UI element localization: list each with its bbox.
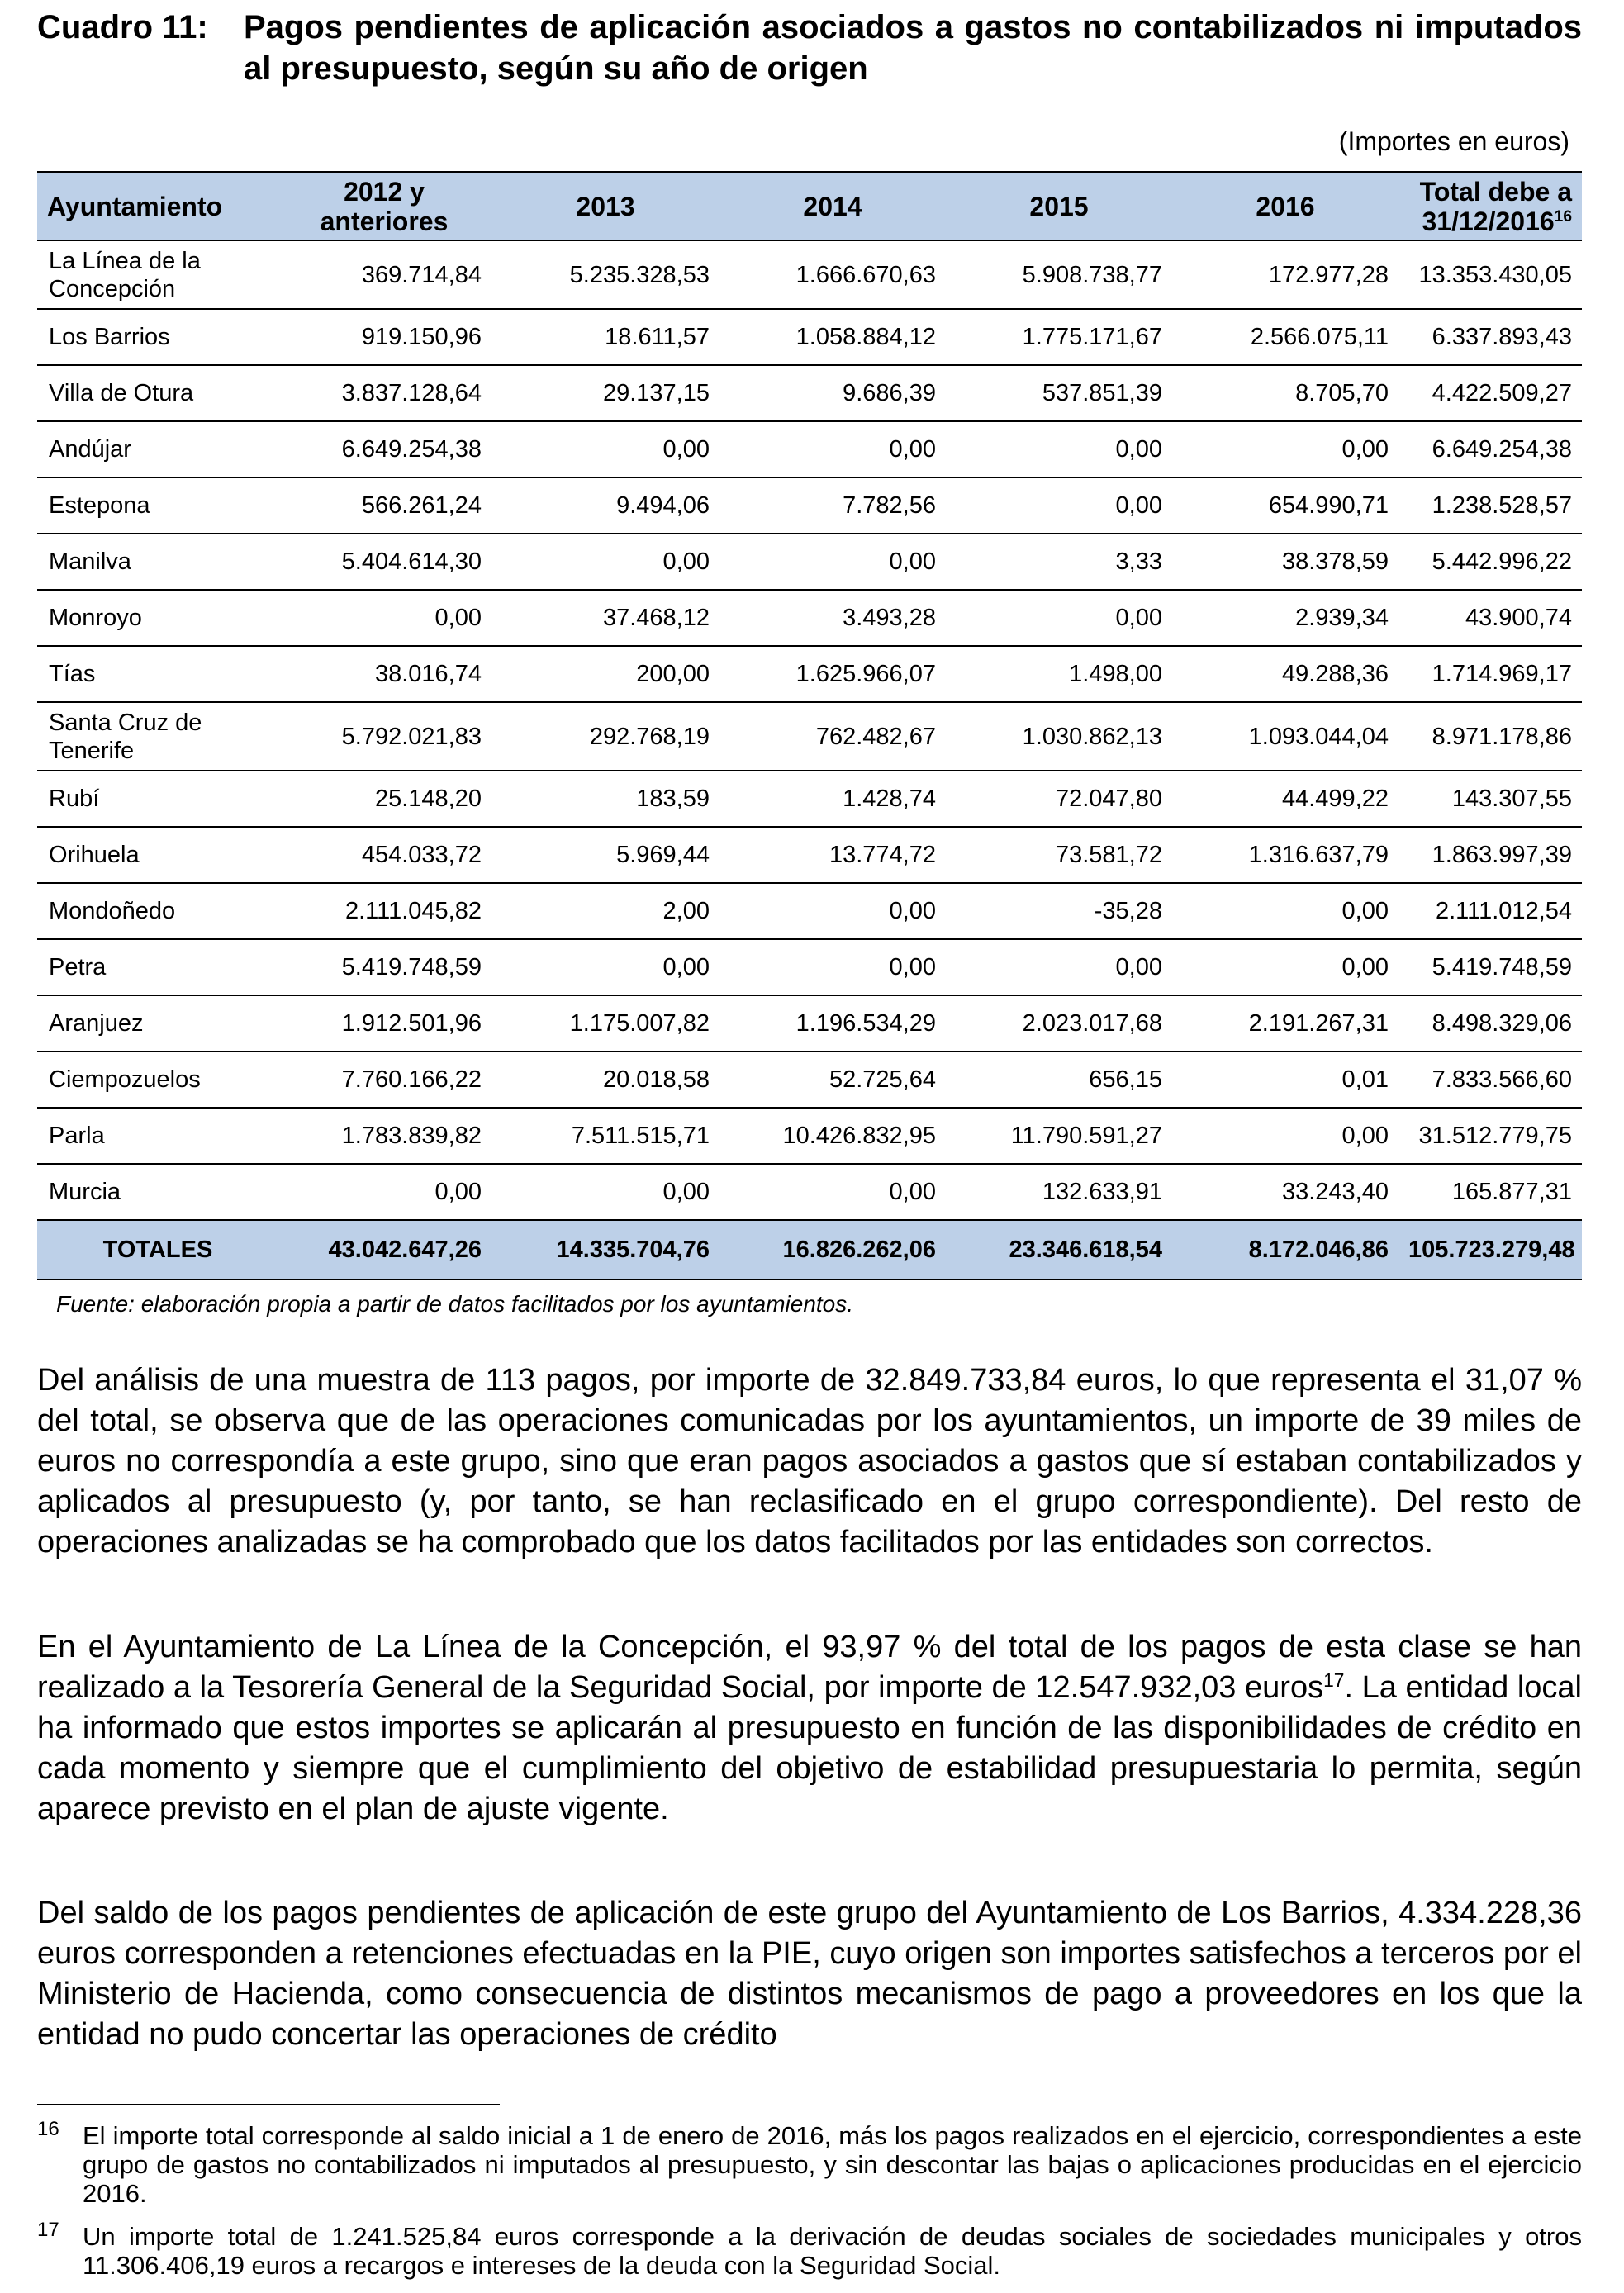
ayuntamiento-name: TOTALES [37, 1220, 277, 1279]
paragraph-1: Del análisis de una muestra de 113 pagos, por importe de 32.849.733,84 euros, lo que representa el 31,07 % del total, se observa que de las operaciones comunicadas por los ayuntamientos, un importe de 39 miles de euros no correspondía a este grupo, sino que eran pagos asociados a gastos que sí estaban contabilizados y aplicados al presupuesto (y, por tanto, se han reclasificado en el grupo correspondiente). Del resto de operaciones analizadas se ha comprobado que los datos facilitados por las entidades son correctos. [37, 1363, 1582, 1560]
amount-cell: 3.837.128,64 [277, 365, 491, 421]
ayuntamiento-name: Los Barrios [37, 309, 277, 365]
amount-cell: 292.768,19 [491, 702, 719, 771]
amount-cell: 5.908.738,77 [946, 240, 1172, 309]
amount-cell: 143.307,55 [1398, 771, 1582, 827]
amount-cell: 25.148,20 [277, 771, 491, 827]
footnote-mark: 16 [37, 2118, 59, 2140]
amount-cell: 1.093.044,04 [1172, 702, 1398, 771]
amount-cell: 6.337.893,43 [1398, 309, 1582, 365]
amount-cell: 183,59 [491, 771, 719, 827]
header-2012 [277, 172, 491, 240]
ayuntamiento-name: Parla [37, 1108, 277, 1164]
amount-cell: 20.018,58 [491, 1052, 719, 1108]
amount-cell: 0,00 [491, 534, 719, 590]
ayuntamiento-name: Villa de Otura [37, 365, 277, 421]
table-row [37, 309, 1582, 365]
amount-cell: 5.442.996,22 [1398, 534, 1582, 590]
amount-cell: 1.316.637,79 [1172, 827, 1398, 883]
amount-cell: 105.723.279,48 [1398, 1220, 1582, 1279]
amount-cell: 52.725,64 [719, 1052, 946, 1108]
header-2016: 2016 [1172, 172, 1398, 240]
units-note: (Importes en euros) [1338, 126, 1569, 156]
header-total-line1: Total debe a [1419, 176, 1572, 207]
ayuntamiento-name: Mondoñedo [37, 883, 277, 939]
amount-cell: 5.792.021,83 [277, 702, 491, 771]
amount-cell: 2.939,34 [1172, 590, 1398, 646]
table-row [37, 771, 1582, 827]
amount-cell: 49.288,36 [1172, 646, 1398, 702]
header-2014: 2014 [719, 172, 946, 240]
ayuntamiento-name: Murcia [37, 1164, 277, 1220]
amount-cell: 0,01 [1172, 1052, 1398, 1108]
amount-cell: 172.977,28 [1172, 240, 1398, 309]
amount-cell: 5.419.748,59 [277, 939, 491, 995]
amount-cell: 2.111.012,54 [1398, 883, 1582, 939]
amount-cell: 5.235.328,53 [491, 240, 719, 309]
amount-cell: 18.611,57 [491, 309, 719, 365]
ayuntamiento-name: La Línea de la Concepción [37, 240, 277, 309]
amount-cell: 200,00 [491, 646, 719, 702]
amount-cell: 2.566.075,11 [1172, 309, 1398, 365]
amount-cell: 1.428,74 [719, 771, 946, 827]
amount-cell: 919.150,96 [277, 309, 491, 365]
ayuntamiento-name: Rubí [37, 771, 277, 827]
header-2012-line2: anteriores [320, 206, 449, 236]
amount-cell: 2,00 [491, 883, 719, 939]
amount-cell: 1.058.884,12 [719, 309, 946, 365]
amount-cell: 0,00 [1172, 421, 1398, 477]
amount-cell: 5.404.614,30 [277, 534, 491, 590]
amount-cell: 454.033,72 [277, 827, 491, 883]
amount-cell: 5.419.748,59 [1398, 939, 1582, 995]
amount-cell: 72.047,80 [946, 771, 1172, 827]
table-row [37, 590, 1582, 646]
amount-cell: 73.581,72 [946, 827, 1172, 883]
footnote-ref-17: 17 [1323, 1669, 1345, 1692]
header-2013: 2013 [491, 172, 719, 240]
amount-cell: 0,00 [719, 421, 946, 477]
ayuntamiento-name: Andújar [37, 421, 277, 477]
header-total-line2 [1408, 207, 1572, 236]
amount-cell: 31.512.779,75 [1398, 1108, 1582, 1164]
amount-cell: 0,00 [719, 1164, 946, 1220]
footnote-text: El importe total corresponde al saldo inicial a 1 de enero de 2016, más los pagos realizados en el ejercicio, correspondientes a este grupo de gastos no contabilizados ni imputados al presupuesto, y sin descontar las bajas o aplicaciones producidas en el ejercicio 2016. [83, 2121, 1582, 2208]
table-row [37, 240, 1582, 309]
amount-cell: 0,00 [491, 1164, 719, 1220]
table-header-row [37, 172, 1582, 240]
table-row [37, 1052, 1582, 1108]
amount-cell: 1.196.534,29 [719, 995, 946, 1052]
ayuntamiento-name: Manilva [37, 534, 277, 590]
amount-cell: 1.030.862,13 [946, 702, 1172, 771]
amount-cell: 13.353.430,05 [1398, 240, 1582, 309]
amount-cell: 9.494,06 [491, 477, 719, 534]
amount-cell: 0,00 [491, 421, 719, 477]
ayuntamiento-name: Santa Cruz de Tenerife [37, 702, 277, 771]
amount-cell: 762.482,67 [719, 702, 946, 771]
ayuntamiento-name: Ciempozuelos [37, 1052, 277, 1108]
amount-cell: 9.686,39 [719, 365, 946, 421]
amount-cell: 7.511.515,71 [491, 1108, 719, 1164]
amount-cell: 10.426.832,95 [719, 1108, 946, 1164]
ayuntamiento-name: Estepona [37, 477, 277, 534]
amount-cell: 0,00 [719, 939, 946, 995]
table-row [37, 365, 1582, 421]
footnote-16 [37, 2118, 1582, 2208]
amount-cell: 4.422.509,27 [1398, 365, 1582, 421]
amount-cell: 132.633,91 [946, 1164, 1172, 1220]
amount-cell: 0,00 [719, 534, 946, 590]
amount-cell: 1.775.171,67 [946, 309, 1172, 365]
amount-cell: 1.912.501,96 [277, 995, 491, 1052]
footnote-mark: 17 [37, 2219, 59, 2241]
paragraph-2-part-b: . La entidad local ha informado que estos importes se aplicarán al presupuesto en función de las disponibilidades de crédito en cada momento y siempre que el cumplimiento del objetivo de estabilidad presupuestaria lo permita, según aparece previsto en el plan de ajuste vigente. [37, 1670, 1582, 1826]
caption-label: Cuadro 11: [37, 9, 208, 45]
totals-row [37, 1220, 1582, 1279]
amount-cell: 7.833.566,60 [1398, 1052, 1582, 1108]
footnote-separator [37, 2104, 500, 2105]
header-ayuntamiento: Ayuntamiento [37, 172, 277, 240]
table-row [37, 477, 1582, 534]
amount-cell: 7.782,56 [719, 477, 946, 534]
amount-cell: 37.468,12 [491, 590, 719, 646]
amount-cell: 1.175.007,82 [491, 995, 719, 1052]
table-row [37, 702, 1582, 771]
amount-cell: 0,00 [277, 1164, 491, 1220]
ayuntamiento-name: Petra [37, 939, 277, 995]
footnote-17 [37, 2219, 1582, 2280]
amount-cell: 11.790.591,27 [946, 1108, 1172, 1164]
table-row [37, 939, 1582, 995]
table-row [37, 1164, 1582, 1220]
amount-cell: 1.238.528,57 [1398, 477, 1582, 534]
amount-cell: 2.111.045,82 [277, 883, 491, 939]
amount-cell: 29.137,15 [491, 365, 719, 421]
table-row [37, 827, 1582, 883]
caption-title: Pagos pendientes de aplicación asociados a gastos no contabilizados ni imputados al presupuesto, según su año de origen [244, 9, 1582, 87]
table-row [37, 421, 1582, 477]
amount-cell: 38.378,59 [1172, 534, 1398, 590]
amount-cell: 0,00 [491, 939, 719, 995]
amount-cell: 0,00 [1172, 1108, 1398, 1164]
amount-cell: 1.498,00 [946, 646, 1172, 702]
ayuntamiento-name: Monroyo [37, 590, 277, 646]
amount-cell: 6.649.254,38 [277, 421, 491, 477]
amount-cell: 16.826.262,06 [719, 1220, 946, 1279]
amount-cell: 23.346.618,54 [946, 1220, 1172, 1279]
amount-cell: 33.243,40 [1172, 1164, 1398, 1220]
ayuntamiento-name: Tías [37, 646, 277, 702]
source-note: Fuente: elaboración propia a partir de datos facilitados por los ayuntamientos. [56, 1291, 854, 1317]
header-total [1398, 172, 1582, 240]
ayuntamiento-name: Orihuela [37, 827, 277, 883]
amount-cell: 8.172.046,86 [1172, 1220, 1398, 1279]
payments-table [37, 171, 1582, 1280]
amount-cell: 44.499,22 [1172, 771, 1398, 827]
paragraph-2-part-a: En el Ayuntamiento de La Línea de la Concepción, el 93,97 % del total de los pagos de esta clase se han realizado a la Tesorería General de la Seguridad Social, por importe de 12.547.932,03 euros [37, 1630, 1582, 1705]
table-row [37, 995, 1582, 1052]
amount-cell: 8.498.329,06 [1398, 995, 1582, 1052]
amount-cell: 369.714,84 [277, 240, 491, 309]
amount-cell: 0,00 [946, 477, 1172, 534]
amount-cell: 3,33 [946, 534, 1172, 590]
amount-cell: 7.760.166,22 [277, 1052, 491, 1108]
header-2015: 2015 [946, 172, 1172, 240]
amount-cell: 1.714.969,17 [1398, 646, 1582, 702]
amount-cell: 3.493,28 [719, 590, 946, 646]
amount-cell: 0,00 [1172, 939, 1398, 995]
amount-cell: 6.649.254,38 [1398, 421, 1582, 477]
amount-cell: 2.191.267,31 [1172, 995, 1398, 1052]
table-row [37, 1108, 1582, 1164]
table-row [37, 646, 1582, 702]
footnote-text: Un importe total de 1.241.525,84 euros corresponde a la derivación de deudas sociales de sociedades municipales y otros 11.306.406,19 euros a recargos e intereses de la deuda con la Seguridad Social. [83, 2222, 1582, 2280]
header-total-date: 31/12/2016 [1422, 206, 1555, 236]
table-row [37, 534, 1582, 590]
amount-cell: 38.016,74 [277, 646, 491, 702]
amount-cell: 43.042.647,26 [277, 1220, 491, 1279]
amount-cell: 8.971.178,86 [1398, 702, 1582, 771]
footnote-ref-16: 16 [1554, 207, 1572, 226]
amount-cell: 0,00 [719, 883, 946, 939]
amount-cell: 1.666.670,63 [719, 240, 946, 309]
amount-cell: 0,00 [946, 939, 1172, 995]
amount-cell: 14.335.704,76 [491, 1220, 719, 1279]
amount-cell: 0,00 [277, 590, 491, 646]
amount-cell: 656,15 [946, 1052, 1172, 1108]
paragraph-3: Del saldo de los pagos pendientes de aplicación de este grupo del Ayuntamiento de Los Barrios, 4.334.228,36 euros corresponden a retenciones efectuadas en la PIE, cuyo origen son importes satisfechos a terceros por el Ministerio de Hacienda, como consecuencia de distintos mecanismos de pago a proveedores en los que la entidad no pudo concertar las operaciones de crédito [37, 1896, 1582, 2052]
amount-cell: 1.625.966,07 [719, 646, 946, 702]
amount-cell: 654.990,71 [1172, 477, 1398, 534]
amount-cell: 0,00 [946, 421, 1172, 477]
paragraph-2 [37, 1627, 1582, 1830]
amount-cell: 0,00 [946, 590, 1172, 646]
amount-cell: -35,28 [946, 883, 1172, 939]
table-caption [37, 7, 1582, 89]
amount-cell: 165.877,31 [1398, 1164, 1582, 1220]
amount-cell: 43.900,74 [1398, 590, 1582, 646]
amount-cell: 5.969,44 [491, 827, 719, 883]
ayuntamiento-name: Aranjuez [37, 995, 277, 1052]
amount-cell: 537.851,39 [946, 365, 1172, 421]
amount-cell: 566.261,24 [277, 477, 491, 534]
amount-cell: 1.783.839,82 [277, 1108, 491, 1164]
header-2012-line1: 2012 y [344, 176, 425, 207]
amount-cell: 8.705,70 [1172, 365, 1398, 421]
amount-cell: 13.774,72 [719, 827, 946, 883]
amount-cell: 1.863.997,39 [1398, 827, 1582, 883]
amount-cell: 0,00 [1172, 883, 1398, 939]
table-row [37, 883, 1582, 939]
amount-cell: 2.023.017,68 [946, 995, 1172, 1052]
